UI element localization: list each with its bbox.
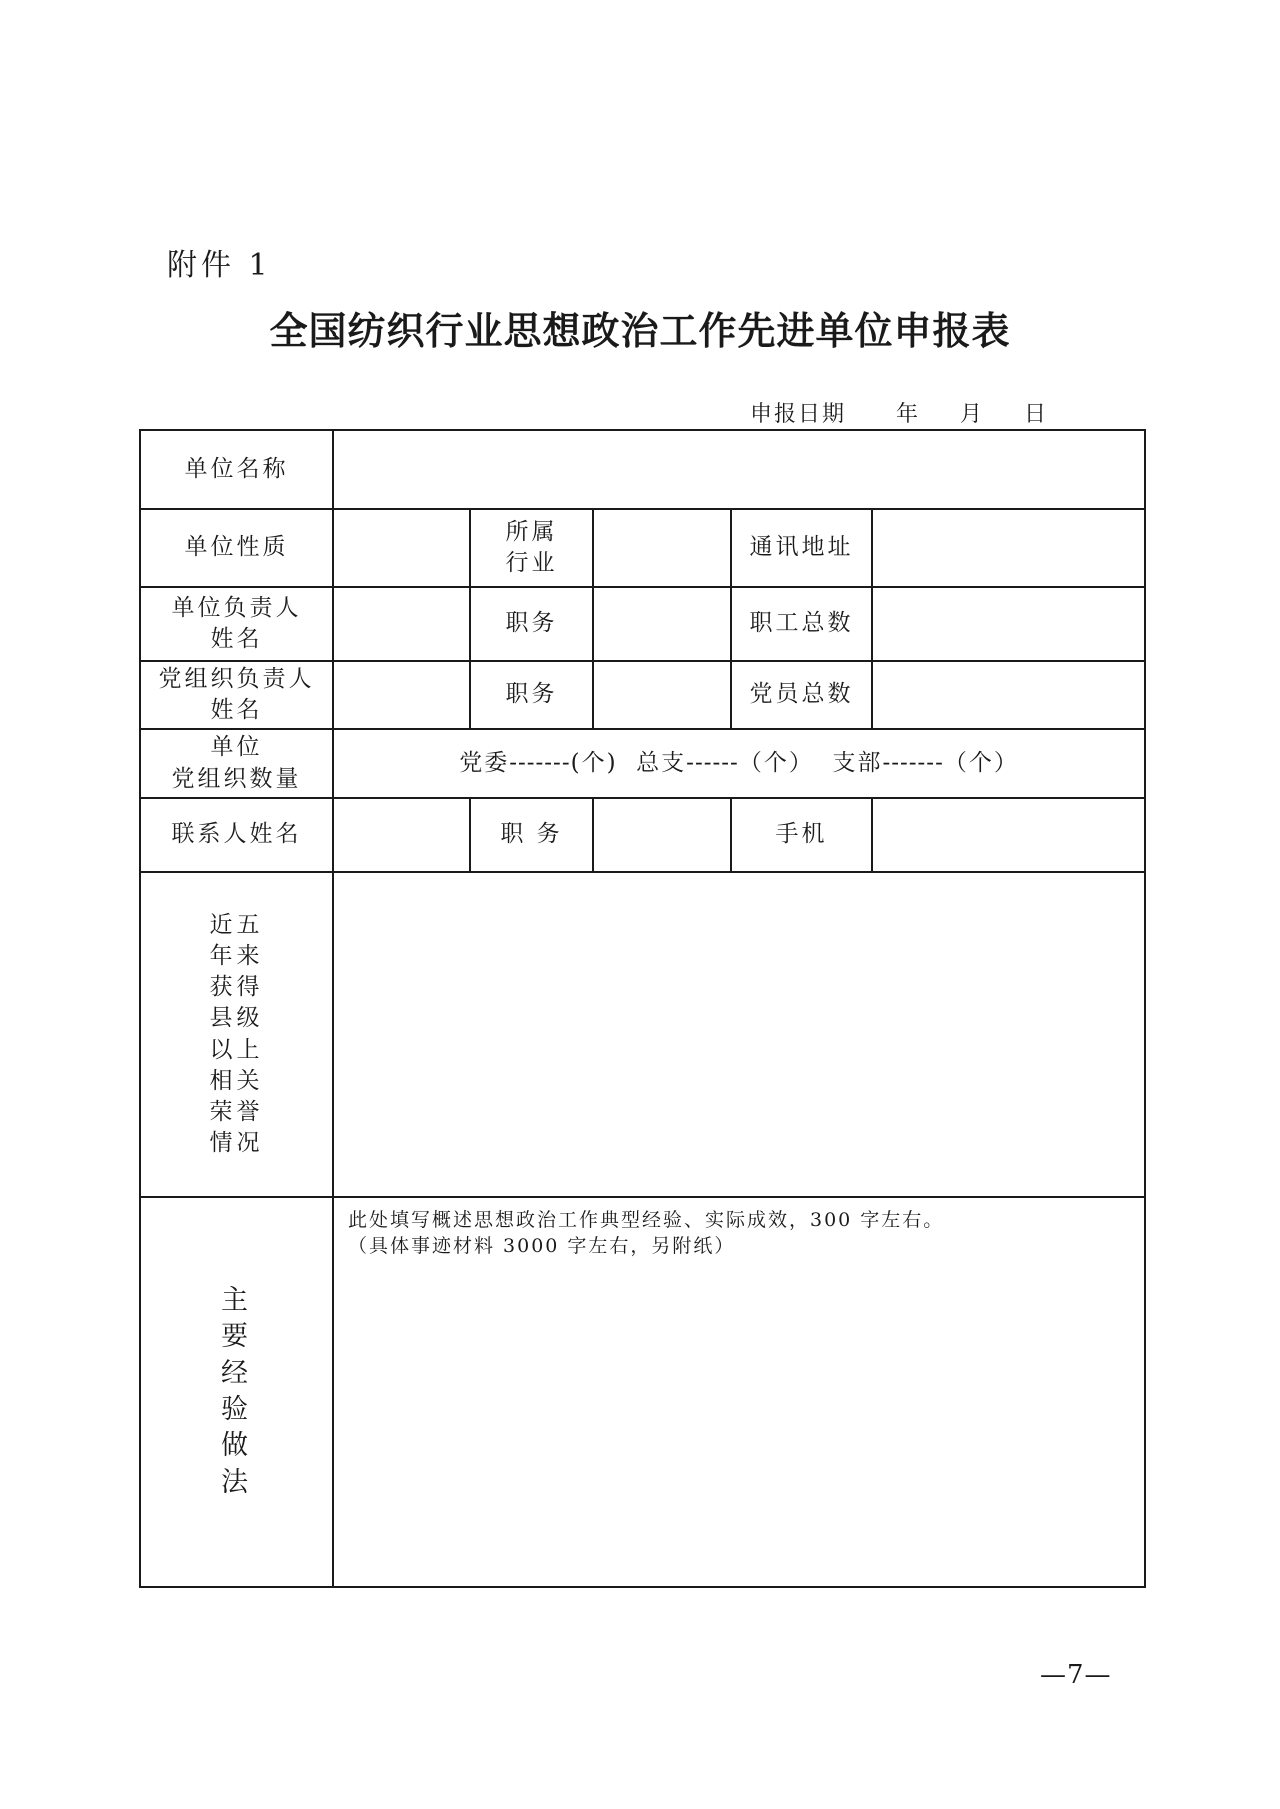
party-org-count-field[interactable] — [333, 729, 1145, 798]
experience-label: 主 要 经 验 做 法 — [140, 1197, 333, 1587]
staff-total-field[interactable] — [872, 587, 1145, 661]
branch-label: 支部 — [832, 749, 883, 776]
party-members-total-label: 党员总数 — [731, 661, 872, 729]
experience-note-2: （具体事迹材料 3000 字左右，另附纸） — [348, 1234, 736, 1257]
row-party-leader — [140, 661, 1145, 729]
mobile-field[interactable] — [872, 798, 1145, 872]
leader-position-label: 职务 — [470, 587, 593, 661]
contact-position-label: 职 务 — [470, 798, 593, 872]
party-leader-position-label: 职务 — [470, 661, 593, 729]
unit-leader-label: 单位负责人 姓名 — [140, 587, 333, 661]
unit-name-label: 单位名称 — [140, 430, 333, 509]
general-branch-unit: （个） — [738, 749, 814, 776]
experience-note-1: 此处填写概述思想政治工作典型经验、实际成效，300 字左右。 — [348, 1209, 945, 1231]
address-field[interactable] — [872, 509, 1145, 587]
industry-label: 所属 行业 — [470, 509, 593, 587]
row-unit-name — [140, 430, 1145, 509]
party-leader-label: 党组织负责人 姓名 — [140, 661, 333, 729]
leader-position-field[interactable] — [593, 587, 731, 661]
party-leader-position-field[interactable] — [593, 661, 731, 729]
unit-nature-label: 单位性质 — [140, 509, 333, 587]
contact-position-field[interactable] — [593, 798, 731, 872]
party-committee-unit: (个) — [570, 749, 618, 776]
branch-blank[interactable]: ------- — [882, 749, 944, 776]
unit-name-field[interactable] — [333, 430, 1145, 509]
honors-label: 近五 年来 获得 县级 以上 相关 荣誉 情况 — [140, 872, 333, 1197]
application-form-table — [139, 429, 1146, 1588]
page-number: —7— — [1040, 1660, 1112, 1690]
party-leader-field[interactable] — [333, 661, 470, 729]
row-experience — [140, 1197, 1145, 1587]
row-party-org-count — [140, 729, 1145, 798]
form-title: 全国纺织行业思想政治工作先进单位申报表 — [269, 308, 1011, 353]
row-unit-nature — [140, 509, 1145, 587]
unit-leader-field[interactable] — [333, 587, 470, 661]
row-contact — [140, 798, 1145, 872]
date-year: 年 — [896, 402, 921, 427]
attachment-label: 附件 1 — [167, 248, 272, 283]
general-branch-label: 总支 — [636, 749, 687, 776]
date-label: 申报日期 — [750, 402, 847, 427]
row-honors — [140, 872, 1145, 1197]
report-date-line — [750, 397, 1048, 428]
party-members-total-field[interactable] — [872, 661, 1145, 729]
date-day: 日 — [1024, 402, 1049, 427]
row-unit-leader — [140, 587, 1145, 661]
industry-field[interactable] — [593, 509, 731, 587]
date-month: 月 — [960, 402, 985, 427]
unit-nature-field[interactable] — [333, 509, 470, 587]
party-committee-label: 党委 — [459, 749, 510, 776]
branch-unit: （个） — [943, 749, 1019, 776]
contact-name-field[interactable] — [333, 798, 470, 872]
staff-total-label: 职工总数 — [731, 587, 872, 661]
honors-field[interactable] — [333, 872, 1145, 1197]
mobile-label: 手机 — [731, 798, 872, 872]
party-committee-blank[interactable]: ------- — [509, 749, 571, 776]
party-org-count-label: 单位 党组织数量 — [140, 729, 333, 798]
general-branch-blank[interactable]: ------ — [686, 749, 739, 776]
address-label: 通讯地址 — [731, 509, 872, 587]
experience-field[interactable] — [333, 1197, 1145, 1587]
contact-name-label: 联系人姓名 — [140, 798, 333, 872]
